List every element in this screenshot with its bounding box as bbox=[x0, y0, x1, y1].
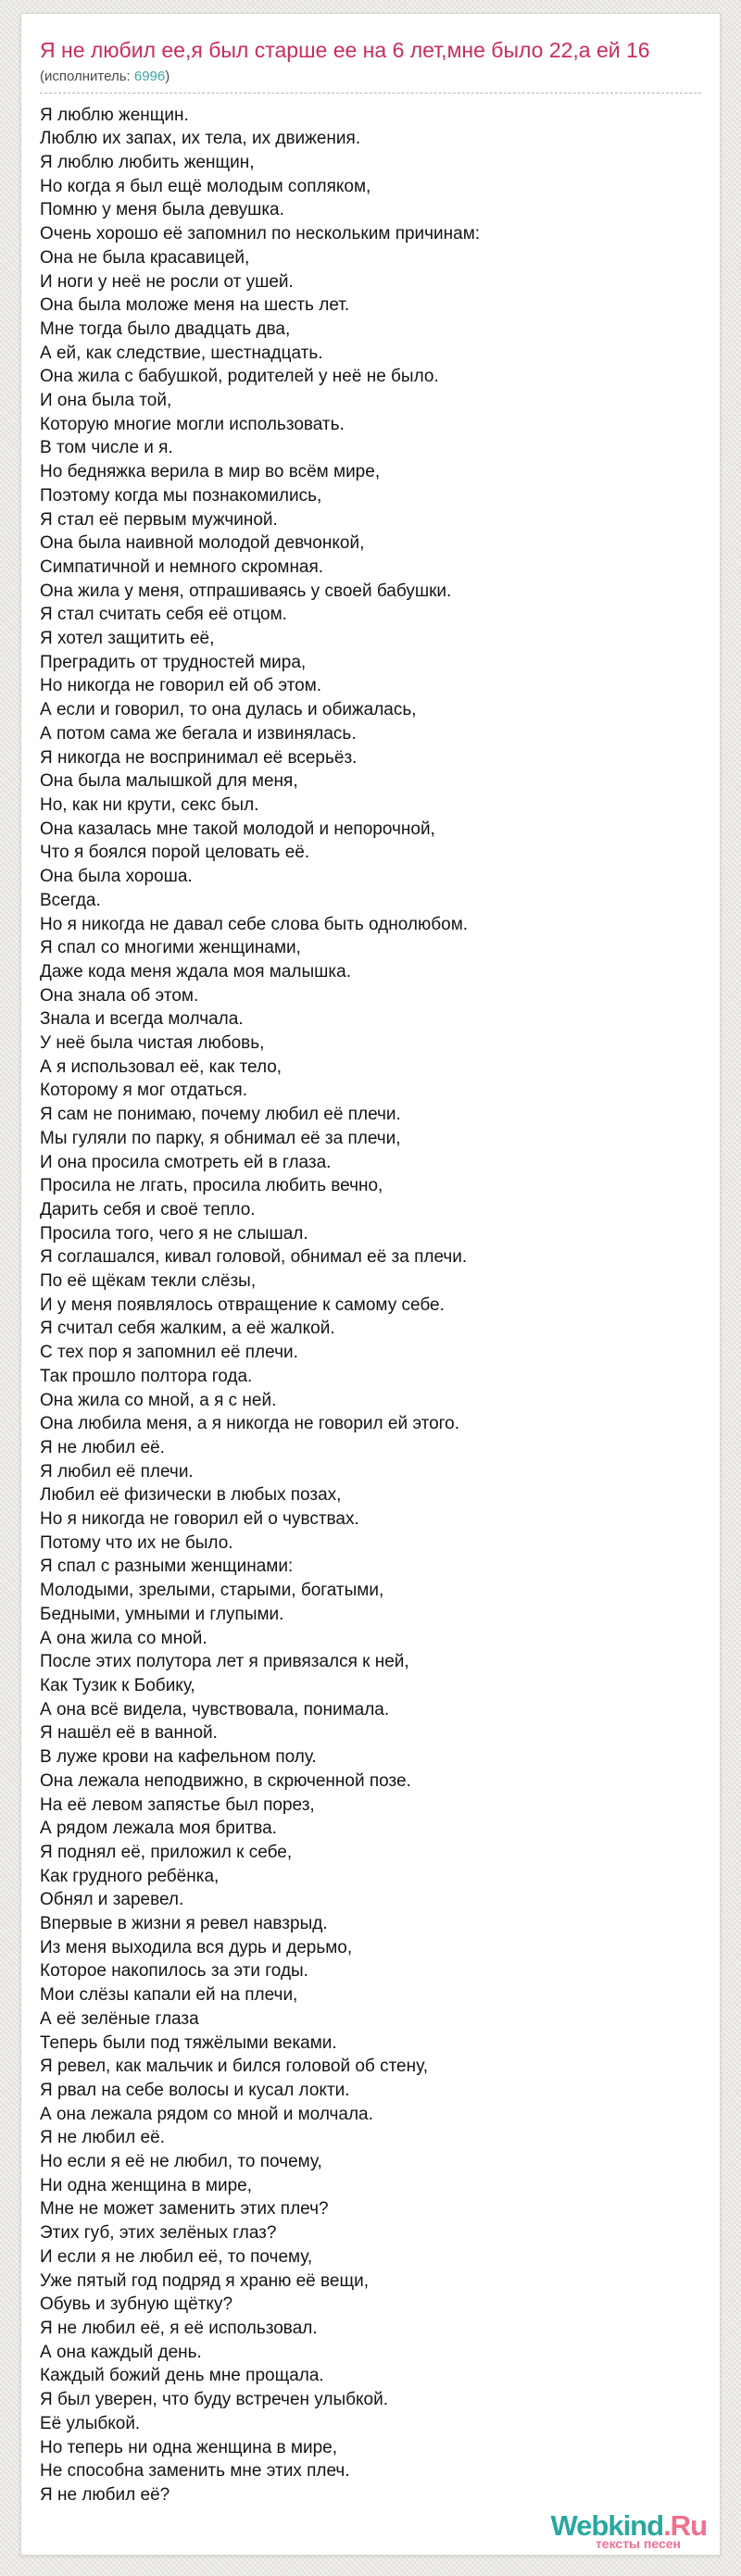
lyric-line: Которую многие могли использовать. bbox=[40, 414, 345, 434]
lyric-line: Как грудного ребёнка, bbox=[40, 1866, 220, 1886]
lyric-line: Просила того, чего я не слышал. bbox=[40, 1223, 308, 1244]
artist-label-close: ) bbox=[165, 68, 170, 84]
lyric-line: Она жила с бабушкой, родителей у неё не было. bbox=[40, 367, 439, 387]
lyric-line: А она всё видела, чувствовала, понимала. bbox=[40, 1699, 390, 1719]
lyric-line: Не способна заменить мне этих плеч. bbox=[40, 2461, 350, 2482]
lyric-line: Молодыми, зрелыми, старыми, богатыми, bbox=[40, 1581, 384, 1601]
lyric-line: Любил её физически в любых позах, bbox=[40, 1485, 342, 1506]
lyric-line: Обнял и заревел. bbox=[40, 1890, 184, 1910]
lyric-line: После этих полутора лет я привязался к ней, bbox=[40, 1652, 409, 1672]
page-title: Я не любил ее,я был старше ее на 6 лет,мне было 22,а ей 16 bbox=[40, 38, 650, 62]
lyric-line: Мои слёзы капали ей на плечи, bbox=[40, 1985, 298, 2006]
lyric-line: Этих губ, этих зелёных глаз? bbox=[40, 2223, 277, 2244]
lyric-line: Обувь и зубную щётку? bbox=[40, 2295, 233, 2315]
lyric-line: Я никогда не воспринимал её всерьёз. bbox=[40, 747, 358, 768]
lyric-line: Так прошло полтора года. bbox=[40, 1366, 253, 1386]
lyric-line: Но когда я был ещё молодым сопляком, bbox=[40, 176, 371, 196]
lyric-line: Очень хорошо её запомнил по нескольким причинам: bbox=[40, 224, 481, 244]
lyric-line: Но я никогда не говорил ей о чувствах. bbox=[40, 1509, 359, 1530]
lyric-line: Она казалась мне такой молодой и непорочной, bbox=[40, 819, 435, 839]
lyric-line: Я любил её плечи. bbox=[40, 1461, 194, 1482]
lyric-line: А рядом лежала моя бритва. bbox=[40, 1819, 277, 1839]
lyric-line: А ей, как следствие, шестнадцать. bbox=[40, 343, 323, 363]
lyric-line: Но теперь ни одна женщина в мире, bbox=[40, 2437, 337, 2457]
lyric-line: А она лежала рядом со мной и молчала. bbox=[40, 2104, 373, 2124]
lyric-line: Я сам не понимаю, почему любил её плечи. bbox=[40, 1105, 401, 1125]
lyric-line: Преградить от трудностей мира, bbox=[40, 652, 307, 672]
lyric-line: Она знала об этом. bbox=[40, 985, 199, 1006]
lyric-line: Она была моложе меня на шесть лет. bbox=[40, 295, 350, 316]
logo-tagline: тексты песен bbox=[595, 2536, 681, 2551]
lyric-line: Я не любил её, я её использовал. bbox=[40, 2318, 318, 2338]
lyric-line: Ни одна женщина в мире, bbox=[40, 2175, 253, 2195]
lyric-line: Но, как ни крути, секс был. bbox=[40, 794, 259, 815]
lyric-line: Что я боялся порой целовать её. bbox=[40, 843, 310, 863]
lyric-line: А её зелёные глаза bbox=[40, 2008, 199, 2029]
lyric-line: Как Тузик к Бобику, bbox=[40, 1676, 195, 1695]
lyric-line: Она была хороша. bbox=[40, 867, 193, 887]
lyric-line: Она любила меня, а я никогда не говорил ей этого. bbox=[40, 1414, 460, 1434]
lyric-line: Я хотел защитить её, bbox=[40, 629, 215, 649]
lyric-line: И она была той, bbox=[40, 391, 172, 411]
artist-label: (исполнитель: bbox=[40, 68, 134, 84]
lyric-line: В том числе и я. bbox=[40, 438, 173, 458]
lyric-line: Она лежала неподвижно, в скрюченной позе. bbox=[40, 1770, 411, 1791]
lyric-line: Она была малышкой для меня, bbox=[40, 771, 298, 792]
lyric-line: Я ревел, как мальчик и бился головой об стену, bbox=[40, 2057, 428, 2077]
lyric-line: Я не любил её? bbox=[40, 2484, 170, 2505]
lyric-line: Даже кода меня ждала моя малышка. bbox=[40, 961, 351, 982]
lyric-line: Уже пятый год подряд я храню её вещи, bbox=[40, 2270, 369, 2291]
lyric-line: Я нашёл её в ванной. bbox=[40, 1723, 218, 1744]
lyric-line: Мы гуляли по парку, я обнимал её за плечи, bbox=[40, 1128, 401, 1148]
lyrics-card bbox=[20, 13, 721, 2556]
lyric-line: На её левом запястье был порез, bbox=[40, 1794, 315, 1815]
lyric-line: Бедными, умными и глупыми. bbox=[40, 1604, 284, 1624]
lyric-line: Я спал со многими женщинами, bbox=[40, 938, 301, 958]
lyric-line: Она жила у меня, отпрашиваясь у своей бабушки. bbox=[40, 581, 452, 601]
lyric-line: Я стал её первым мужчиной. bbox=[40, 509, 278, 530]
lyric-line: А она каждый день. bbox=[40, 2342, 202, 2362]
logo-name: Webkind bbox=[550, 2509, 664, 2542]
lyric-line: Я рвал на себе волосы и кусал локти. bbox=[40, 2080, 350, 2100]
webkind-logo[interactable] bbox=[550, 2511, 707, 2550]
lyric-line: Впервые в жизни я ревел навзрыд. bbox=[40, 1914, 328, 1934]
lyric-line: Она жила со мной, а я с ней. bbox=[40, 1390, 277, 1410]
lyric-line: Я люблю любить женщин, bbox=[40, 153, 255, 172]
lyric-line: Знала и всегда молчала. bbox=[40, 1009, 244, 1030]
lyric-line: Я не любил её. bbox=[40, 1437, 165, 1457]
lyric-line: Просила не лгать, просила любить вечно, bbox=[40, 1176, 383, 1196]
lyric-line: Помню у меня была девушка. bbox=[40, 200, 284, 220]
lyric-line: Но я никогда не давал себе слова быть однолюбом. bbox=[40, 914, 469, 934]
artist-link[interactable]: 6996 bbox=[133, 68, 166, 84]
lyric-line: Всегда. bbox=[40, 890, 101, 910]
lyric-line: Я считал себя жалким, а её жалкой. bbox=[40, 1319, 335, 1339]
lyric-line: Мне не может заменить этих плеч? bbox=[40, 2199, 329, 2220]
lyric-line: А если и говорил, то она дулась и обижалась, bbox=[40, 700, 417, 720]
lyric-line: Потому что их не было. bbox=[40, 1532, 233, 1553]
lyric-line: Из меня выходила вся дурь и дерьмо, bbox=[40, 1937, 353, 1957]
lyric-line: С тех пор я запомнил её плечи. bbox=[40, 1343, 298, 1363]
lyric-line: Теперь были под тяжёлыми веками. bbox=[40, 2032, 337, 2053]
lyric-line: Но бедняжка верила в мир во всём мире, bbox=[40, 462, 381, 482]
lyric-line: Она не была красавицей, bbox=[40, 247, 250, 268]
lyric-line: А я использовал её, как тело, bbox=[40, 1057, 283, 1077]
lyric-line: Симпатичной и немного скромная. bbox=[40, 556, 324, 577]
lyric-line: Но никогда не говорил ей об этом. bbox=[40, 676, 322, 696]
lyric-line: Я был уверен, что буду встречен улыбкой. bbox=[40, 2390, 388, 2410]
lyric-line: Она была наивной молодой девчонкой, bbox=[40, 533, 365, 554]
lyric-line: Но если я её не любил, то почему, bbox=[40, 2152, 322, 2172]
logo-tld: .Ru bbox=[663, 2509, 707, 2542]
lyric-line: В луже крови на кафельном полу. bbox=[40, 1747, 317, 1768]
lyric-line: И если я не любил её, то почему, bbox=[40, 2246, 313, 2267]
lyric-line: У неё была чистая любовь, bbox=[40, 1033, 265, 1054]
lyric-line: Я поднял её, приложил к себе, bbox=[40, 1842, 293, 1862]
lyric-line: Дарить себя и своё тепло. bbox=[40, 1199, 256, 1219]
lyric-line: Я люблю женщин. bbox=[40, 105, 189, 125]
artist-line bbox=[40, 69, 701, 94]
lyric-line: А потом сама же бегала и извинялась. bbox=[40, 723, 357, 744]
lyric-line: Я соглашался, кивал головой, обнимал её за плечи. bbox=[40, 1247, 468, 1268]
lyric-line: А она жила со мной. bbox=[40, 1628, 207, 1648]
lyric-line: И она просила смотреть ей в глаза. bbox=[40, 1152, 332, 1172]
lyric-line: Я не любил её. bbox=[40, 2128, 165, 2148]
lyric-line: Каждый божий день мне прощала. bbox=[40, 2366, 324, 2386]
lyric-line: Её улыбкой. bbox=[40, 2413, 141, 2433]
lyric-line: По её щёкам текли слёзы, bbox=[40, 1271, 257, 1292]
lyric-line: Поэтому когда мы познакомились, bbox=[40, 485, 322, 506]
lyric-line: Я спал с разными женщинами: bbox=[40, 1557, 294, 1577]
lyric-line: И у меня появлялось отвращение к самому себе. bbox=[40, 1294, 445, 1315]
lyric-line: Которое накопилось за эти годы. bbox=[40, 1961, 308, 1982]
lyric-line: И ноги у неё не росли от ушей. bbox=[40, 271, 294, 292]
lyric-line: Люблю их запах, их тела, их движения. bbox=[40, 129, 361, 149]
lyric-line: Мне тогда было двадцать два, bbox=[40, 319, 291, 339]
lyric-line: Которому я мог отдаться. bbox=[40, 1081, 247, 1101]
lyric-line: Я стал считать себя её отцом. bbox=[40, 605, 287, 625]
lyrics bbox=[40, 104, 701, 2507]
